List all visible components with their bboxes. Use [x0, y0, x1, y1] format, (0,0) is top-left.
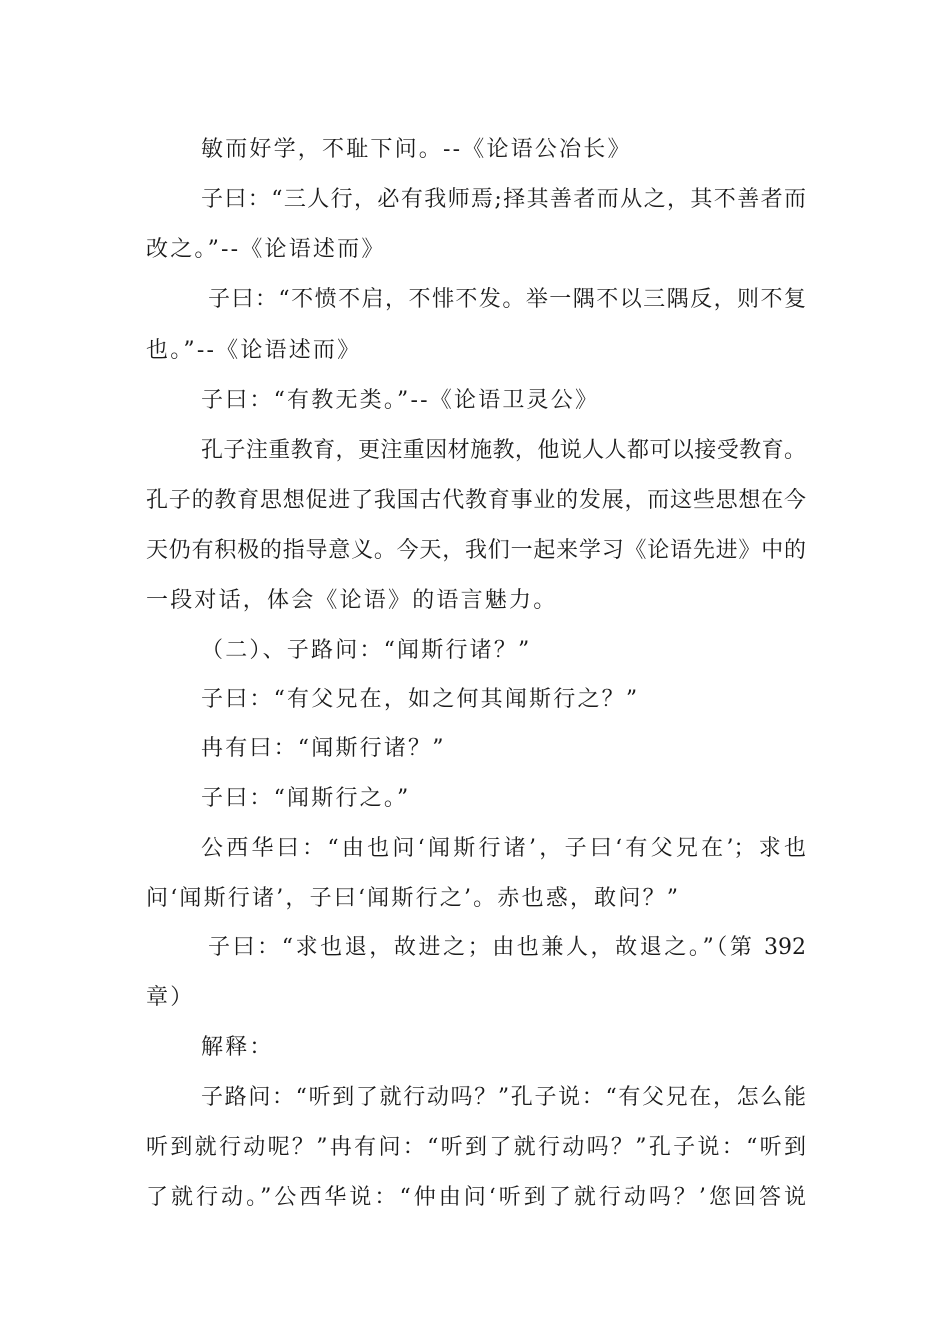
text-line: 子路问：“听到了就行动吗？”孔子说：“有父兄在，怎么能	[201, 1085, 806, 1110]
section-label: 解释：	[201, 1035, 274, 1060]
text-line: 问‘闻斯行诸’，子曰‘闻斯行之’。赤也惑，敢问？”	[146, 886, 681, 911]
text-line: 子曰：“求也退，故进之；由也兼人，故退之。”（第 392	[208, 935, 806, 960]
text-line: 敏而好学，不耻下问。--《论语公冶长》	[201, 137, 632, 162]
text-line: 也。”--《论语述而》	[146, 338, 362, 363]
section-heading: （二）、子路问：“闻斯行诸？”	[201, 638, 532, 663]
text-line: 子曰：“闻斯行之。”	[201, 786, 411, 811]
text-line: 章）	[146, 985, 195, 1010]
text-line: 子曰：“不愤不启，不悱不发。举一隅不以三隅反，则不复	[208, 287, 806, 312]
text-line: 冉有曰：“闻斯行诸？”	[201, 736, 446, 761]
text-line: 天仍有积极的指导意义。今天，我们一起来学习《论语先进》中的	[146, 538, 806, 563]
text-line: 了就行动。”公西华说：“仲由问‘听到了就行动吗？’您回答说	[146, 1185, 806, 1210]
text-line: 孔子的教育思想促进了我国古代教育事业的发展，而这些思想在今	[146, 488, 806, 513]
text-line: 子曰：“三人行，必有我师焉;择其善者而从之，其不善者而	[201, 187, 806, 212]
text-line: 听到就行动呢？”冉有问：“听到了就行动吗？”孔子说：“听到	[146, 1135, 806, 1160]
text-line: 公西华曰：“由也问‘闻斯行诸’，子曰‘有父兄在’；求也	[201, 836, 806, 861]
text-line: 一段对话，体会《论语》的语言魅力。	[146, 588, 558, 613]
text-line: 子曰：“有父兄在，如之何其闻斯行之？”	[201, 687, 640, 712]
text-line: 改之。”--《论语述而》	[146, 237, 386, 262]
text-line: 子曰：“有教无类。”--《论语卫灵公》	[201, 388, 600, 413]
text-line: 孔子注重教育，更注重因材施教，他说人人都可以接受教育。	[201, 438, 806, 463]
